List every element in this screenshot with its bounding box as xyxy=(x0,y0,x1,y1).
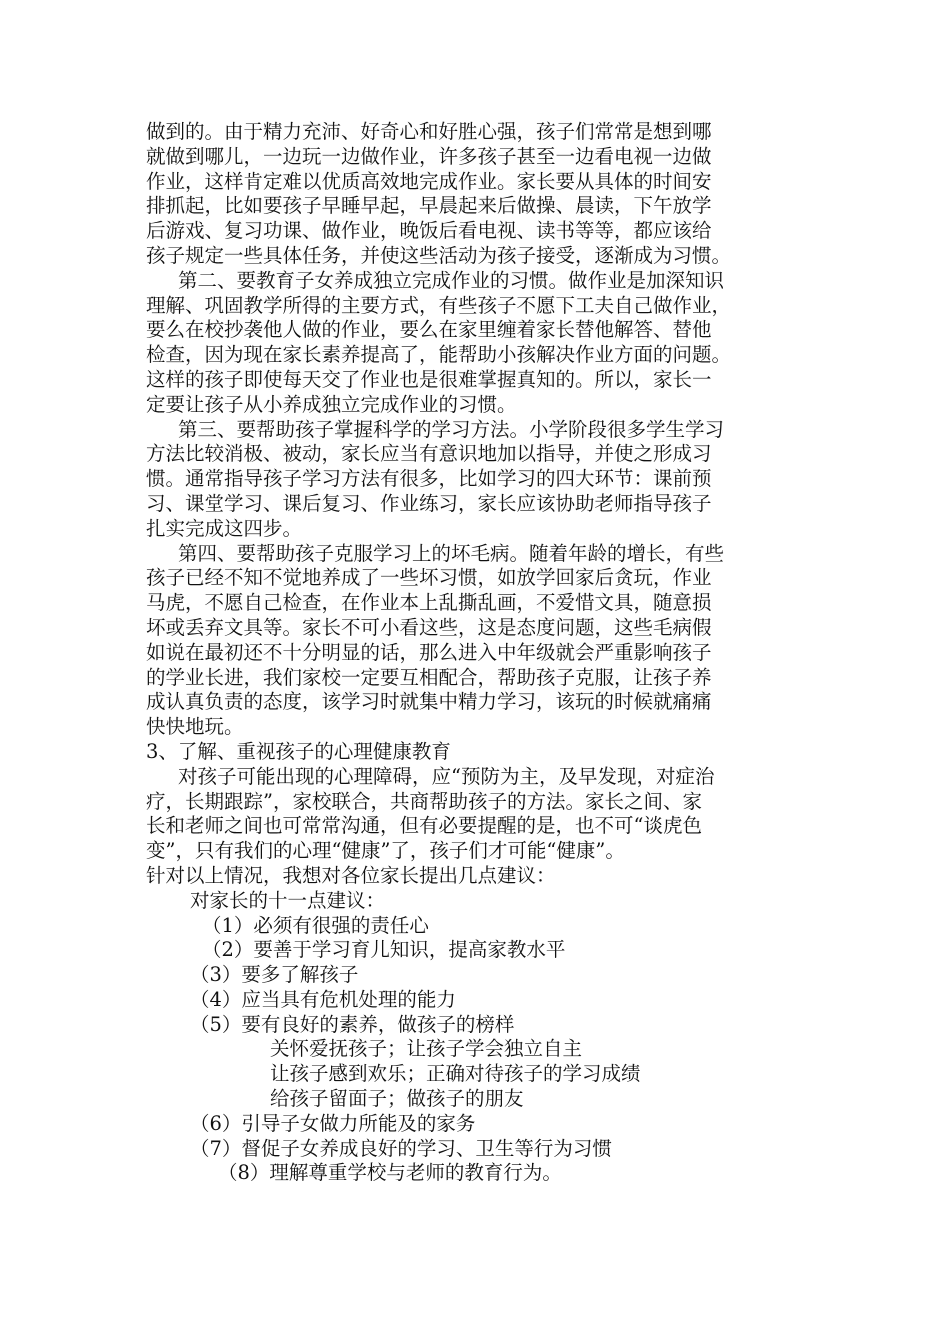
text-line: 要么在校抄袭他人做的作业，要么在家里缠着家长替他解答、替他 xyxy=(146,318,712,342)
text-line: 做到的。由于精力充沛、好奇心和好胜心强，孩子们常常是想到哪 xyxy=(146,120,712,143)
text-line: 方法比较消极、被动，家长应当有意识地加以指导，并使之形成习 xyxy=(146,442,712,466)
paragraph-start-line: 第三、要帮助孩子掌握科学的学习方法。小学阶段很多学生学习 xyxy=(178,417,725,441)
text-line: 孩子已经不知不觉地养成了一些坏习惯，如放学回家后贪玩，作业 xyxy=(146,566,712,590)
section-heading: 3、了解、重视孩子的心理健康教育 xyxy=(146,739,451,763)
list-item: （7）督促子女养成良好的学习、卫生等行为习惯 xyxy=(190,1136,612,1160)
text-line: 理解、巩固教学所得的主要方式，有些孩子不愿下工夫自己做作业， xyxy=(146,293,732,317)
text-line: 的学业长进，我们家校一定要互相配合，帮助孩子克服，让孩子养 xyxy=(146,665,712,689)
intro-line: 针对以上情况，我想对各位家长提出几点建议： xyxy=(146,863,556,887)
paragraph-start-line: 对孩子可能出现的心理障碍，应“预防为主，及早发现，对症治 xyxy=(178,764,715,788)
document-body xyxy=(146,120,816,1186)
text-line: 后游戏、复习功课、做作业，晚饭后看电视、读书等等，都应该给 xyxy=(146,219,712,243)
text-line: 变”，只有我们的心理“健康”了，孩子们才可能“健康”。 xyxy=(146,839,625,863)
text-line: 就做到哪儿，一边玩一边做作业，许多孩子甚至一边看电视一边做 xyxy=(146,144,712,168)
list-item: （5）要有良好的素养，做孩子的榜样 xyxy=(190,1012,515,1036)
text-line: 排抓起，比如要孩子早睡早起，早晨起来后做操、晨读，下午放学 xyxy=(146,194,712,218)
list-item: （8）理解尊重学校与老师的教育行为。 xyxy=(218,1161,562,1185)
sub-list-item: 关怀爱抚孩子；让孩子学会独立自主 xyxy=(270,1037,583,1061)
text-line: 长和老师之间也可常常沟通，但有必要提醒的是，也不可“谈虎色 xyxy=(146,814,702,838)
list-heading: 对家长的十一点建议： xyxy=(190,888,386,912)
text-line: 惯。通常指导孩子学习方法有很多，比如学习的四大环节：课前预 xyxy=(146,467,712,491)
sub-list-item: 给孩子留面子；做孩子的朋友 xyxy=(270,1087,524,1111)
text-line: 如说在最初还不十分明显的话，那么进入中年级就会严重影响孩子 xyxy=(146,640,712,664)
text-line: 成认真负责的态度，该学习时就集中精力学习，该玩的时候就痛痛 xyxy=(146,690,712,714)
list-item: （2）要善于学习育儿知识，提高家教水平 xyxy=(202,938,566,962)
text-line: 疗，长期跟踪”，家校联合，共商帮助孩子的方法。家长之间、家 xyxy=(146,789,702,813)
list-item: （3）要多了解孩子 xyxy=(190,963,359,987)
paragraph-start-line: 第二、要教育子女养成独立完成作业的习惯。做作业是加深知识 xyxy=(178,268,725,292)
paragraph-start-line: 第四、要帮助孩子克服学习上的坏毛病。随着年龄的增长，有些 xyxy=(178,541,725,565)
list-item: （4）应当具有危机处理的能力 xyxy=(190,987,456,1011)
list-item: （1）必须有很强的责任心 xyxy=(202,913,429,937)
text-line: 扎实完成这四步。 xyxy=(146,516,303,540)
text-line: 检查，因为现在家长素养提高了，能帮助小孩解决作业方面的问题。 xyxy=(146,343,732,367)
text-line: 马虎，不愿自己检查，在作业本上乱撕乱画，不爱惜文具，随意损 xyxy=(146,591,712,615)
text-line: 坏或丢弃文具等。家长不可小看这些，这是态度问题，这些毛病假 xyxy=(146,615,712,639)
list-item: （6）引导子女做力所能及的家务 xyxy=(190,1111,476,1135)
text-line: 习、课堂学习、课后复习、作业练习，家长应该协助老师指导孩子 xyxy=(146,491,712,515)
text-line: 孩子规定一些具体任务，并使这些活动为孩子接受，逐渐成为习惯。 xyxy=(146,243,732,267)
text-line: 快快地玩。 xyxy=(146,715,244,739)
text-line: 定要让孩子从小养成独立完成作业的习惯。 xyxy=(146,392,517,416)
text-line: 作业，这样肯定难以优质高效地完成作业。家长要从具体的时间安 xyxy=(146,169,712,193)
sub-list-item: 让孩子感到欢乐；正确对待孩子的学习成绩 xyxy=(270,1062,641,1086)
text-line: 这样的孩子即使每天交了作业也是很难掌握真知的。所以，家长一 xyxy=(146,367,712,391)
